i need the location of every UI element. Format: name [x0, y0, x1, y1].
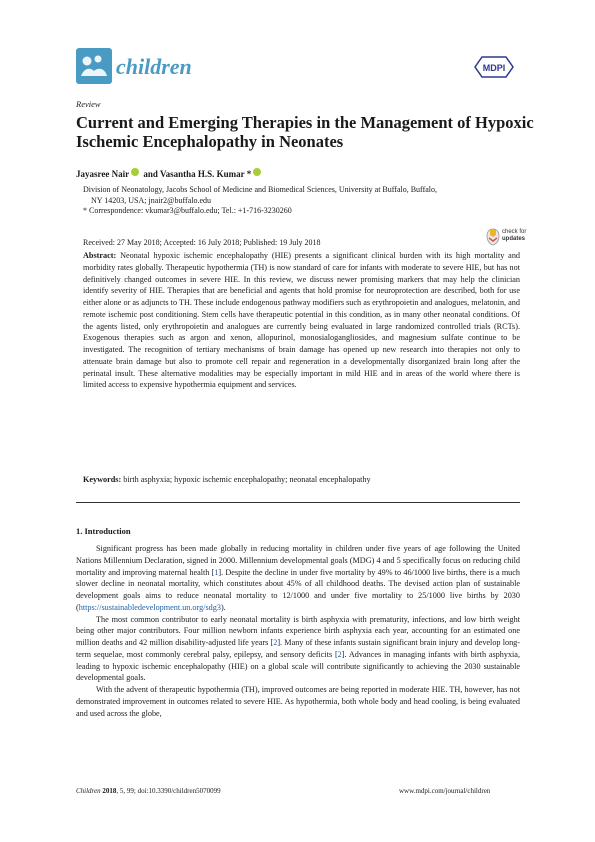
author-list [76, 168, 263, 179]
affiliation [83, 185, 523, 217]
footer-url[interactable]: www.mdpi.com/journal/children [399, 787, 491, 795]
mdpi-logo-icon [474, 56, 514, 78]
journal-logo [76, 48, 112, 84]
section-heading: 1. Introduction [76, 526, 131, 536]
publication-dates: Received: 27 May 2018; Accepted: 16 July 2018; Published: 19 July 2018 [83, 238, 321, 247]
body-text [76, 543, 520, 719]
badge-text [502, 229, 526, 243]
affiliation-line: Division of Neonatology, Jacobs School of Medicine and Biomedical Sciences, University at Buffalo, Buffalo, [83, 185, 438, 194]
external-link[interactable]: https://sustainabledevelopment.un.org/sdg3 [78, 602, 221, 612]
badge-line: check for [502, 229, 527, 235]
citation-link[interactable]: 1 [214, 567, 219, 577]
abstract [83, 250, 520, 391]
check-updates-icon [486, 228, 500, 246]
journal-name: children [116, 54, 192, 79]
author-name[interactable]: Vasantha H.S. Kumar * [159, 169, 252, 179]
footer-doi: , 5, 99; doi:10.3390/children5070099 [116, 787, 221, 795]
badge-line: updates [502, 236, 526, 242]
paragraph: With the advent of therapeutic hypothermia (TH), improved outcomes are being reported in moderate HIE. TH, however, has not demonstrated improvement in outcomes related to severe HIE. As hypothermia, both whole body and head cooling, is being evaluated and used across the globe, [76, 685, 520, 718]
paragraph: Significant progress has been made globally in reducing mortality in children under five years of age following the United Nations Millennium Declaration, signed in 2000. Millennium developmental goals (MDG) 4 and 5 specifically focus on reducing child mortality and improving maternal health [1]. Despite the decline in under five mortality by 49% to 46/1000 live births, there is a much slower decline in neonatal mortality, which constitutes about 45% of all childhood deaths. The devised action plan of sustainable development goals aims to reduce neonatal mortality to 12/1000 and under five mortality to 25/1000 live births by 2030 (https://sustainabledevelopment.un.org/sdg3). [76, 544, 521, 612]
orcid-icon[interactable] [253, 168, 261, 176]
abstract-text: Neonatal hypoxic ischemic encephalopathy (HIE) presents a significant clinical burden with its high mortality and morbidity rates globally. Therapeutic hypothermia (TH) is now standard of care for infants with moderate to severe HIE, but has not definitively changed outcomes in severe HIE. In this review, we discuss newer promising markers that may help the clinician identify severity of HIE. Therapies that are beneficial and agents that hold promise for neuroprotection are described, both for use either alone or as adjuncts to TH. These include endogenous pathway modifiers such as erythropoietin and analogues, melatonin, and remote ischemic post conditioning. Stem cells have therapeutic potential in this condition, as in many other neonatal conditions. Of the agents listed, only erythropoietin and analogues are currently being evaluated in large randomized controlled trials (RCTs). Exogenous therapies such as argon and xenon, allopurinol, monosialogangliosides, and magnesium sulfate continue to be investigated. The recognition of tertiary mechanisms of brain damage has opened up new research into therapies not only to attenuate brain damage but also to promote cell repair and regeneration in a developmentally disorganized brain long after the perinatal insult. These alternative modalities may be especially important in mild HIE and in areas of the world where there is limited access to expensive hypothermia equipment and services. [83, 251, 521, 390]
article-type: Review [76, 99, 101, 109]
abstract-label: Abstract: [83, 251, 117, 260]
keywords-text: birth asphyxia; hypoxic ischemic encephalopathy; neonatal encephalopathy [123, 475, 371, 484]
citation-link[interactable]: 2 [273, 638, 278, 647]
author-connector: and [143, 169, 158, 179]
affiliation-line: NY 14203, USA; jnair2@buffalo.edu [91, 195, 212, 205]
mdpi-logo [474, 56, 514, 78]
footer-citation [76, 787, 221, 795]
article-title: Current and Emerging Therapies in the Management of Hypoxic Ischemic Encephalopathy in Neonates [76, 113, 534, 151]
footer-journal: Children [76, 787, 101, 795]
footer-year: 2018 [102, 787, 117, 795]
correspondence: * Correspondence: vkumar3@buffalo.edu; Tel.: +1-716-3230260 [83, 206, 292, 215]
paragraph: The most common contributor to early neonatal mortality is birth asphyxia with prematurity, infections, and low birth weight being other major contributors. Four million newborn infants experience birth asphyxia each year, accounting for an estimated one million deaths and 42 million disability-adjusted life years [2]. Many of these infants sustain significant brain injury and develop long-term sequelae, most commonly cerebral palsy, epilepsy, and sensory deficits [2]. Advances in managing infants with birth asphyxia, leading to hypoxic ischemic encephalopathy (HIE) on a global scale will contribute significantly to achieving the 2030 sustainable developmental goals. [76, 614, 520, 683]
divider [76, 502, 520, 503]
keywords-label: Keywords: [83, 475, 122, 484]
citation-link[interactable]: 2 [337, 649, 342, 659]
orcid-icon[interactable] [131, 168, 139, 176]
mdpi-logo-text: MDPI [482, 63, 506, 73]
children-logo-icon [76, 48, 112, 84]
author-name[interactable]: Jayasree Nair [76, 169, 130, 179]
keywords [83, 474, 520, 485]
check-for-updates-badge[interactable] [486, 226, 532, 248]
